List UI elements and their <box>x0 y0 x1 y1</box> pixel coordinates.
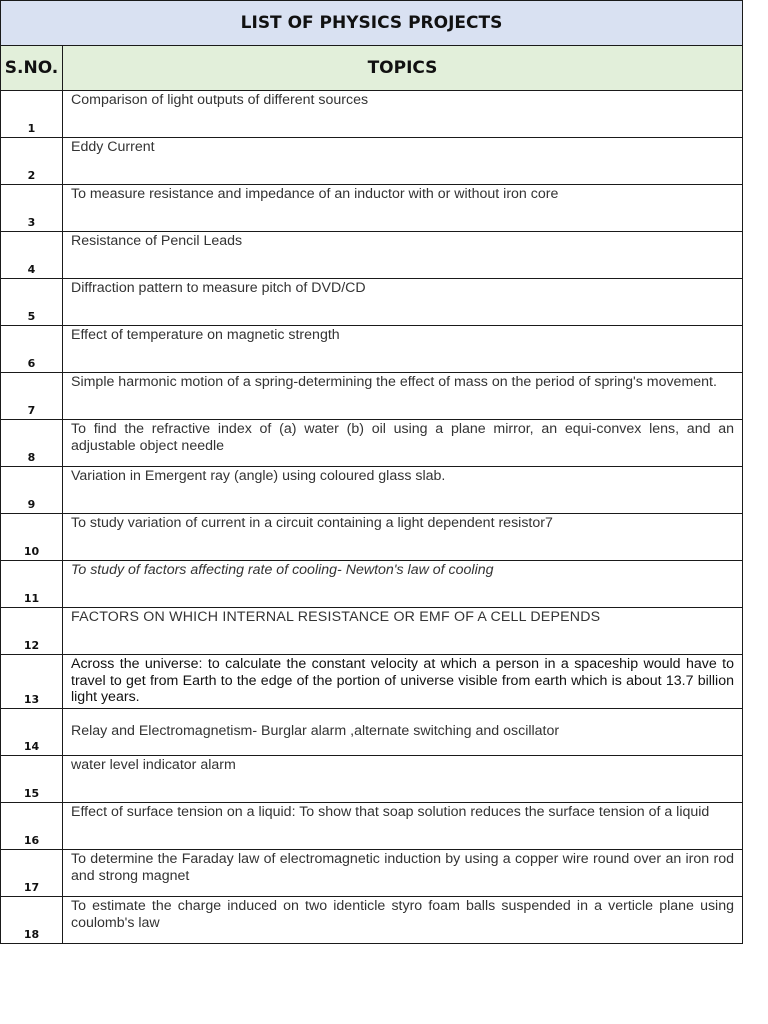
row-number: 6 <box>1 326 63 373</box>
table-row <box>1 514 743 561</box>
row-number: 17 <box>1 850 63 897</box>
table-row <box>1 91 743 138</box>
row-number: 8 <box>1 420 63 467</box>
row-topic: Eddy Current <box>63 138 743 185</box>
header-row <box>1 46 743 91</box>
row-topic: water level indicator alarm <box>63 756 743 803</box>
sno-header: S.NO. <box>1 46 63 91</box>
row-topic: Effect of temperature on magnetic strength <box>63 326 743 373</box>
table-row <box>1 897 743 944</box>
table-row <box>1 608 743 655</box>
row-number: 9 <box>1 467 63 514</box>
row-topic: Variation in Emergent ray (angle) using coloured glass slab. <box>63 467 743 514</box>
table-row <box>1 756 743 803</box>
row-topic: Effect of surface tension on a liquid: To show that soap solution reduces the surface tension of a liquid <box>63 803 743 850</box>
row-number: 1 <box>1 91 63 138</box>
row-number: 16 <box>1 803 63 850</box>
row-topic: Relay and Electromagnetism- Burglar alarm ,alternate switching and oscillator <box>63 709 743 756</box>
row-number: 15 <box>1 756 63 803</box>
table-row <box>1 561 743 608</box>
row-topic: Comparison of light outputs of different sources <box>63 91 743 138</box>
table-row <box>1 850 743 897</box>
table-row <box>1 232 743 279</box>
row-number: 2 <box>1 138 63 185</box>
row-number: 10 <box>1 514 63 561</box>
table-title: LIST OF PHYSICS PROJECTS <box>1 1 743 46</box>
row-topic: Resistance of Pencil Leads <box>63 232 743 279</box>
row-topic: To determine the Faraday law of electromagnetic induction by using a copper wire round over an iron rod and strong magnet <box>63 850 743 897</box>
table-row <box>1 279 743 326</box>
row-number: 4 <box>1 232 63 279</box>
table-row <box>1 467 743 514</box>
row-number: 13 <box>1 655 63 709</box>
row-topic: To measure resistance and impedance of an inductor with or without iron core <box>63 185 743 232</box>
table-row <box>1 803 743 850</box>
row-number: 11 <box>1 561 63 608</box>
row-topic: Simple harmonic motion of a spring-determining the effect of mass on the period of spring's movement. <box>63 373 743 420</box>
table-row <box>1 709 743 756</box>
row-topic: Diffraction pattern to measure pitch of DVD/CD <box>63 279 743 326</box>
row-topic: Across the universe: to calculate the constant velocity at which a person in a spaceship would have to travel to get from Earth to the edge of the portion of universe visible from earth which is about 13.7 billion light years. <box>63 655 743 709</box>
table-row <box>1 185 743 232</box>
row-topic: To estimate the charge induced on two identicle styro foam balls suspended in a verticle plane using coulomb's law <box>63 897 743 944</box>
row-topic: FACTORS ON WHICH INTERNAL RESISTANCE OR EMF OF A CELL DEPENDS <box>63 608 743 655</box>
table-row <box>1 373 743 420</box>
title-row <box>1 1 743 46</box>
row-number: 14 <box>1 709 63 756</box>
row-topic: To study variation of current in a circuit containing a light dependent resistor7 <box>63 514 743 561</box>
table-row <box>1 420 743 467</box>
row-number: 12 <box>1 608 63 655</box>
topics-header: TOPICS <box>63 46 743 91</box>
row-number: 5 <box>1 279 63 326</box>
row-number: 18 <box>1 897 63 944</box>
row-topic: To find the refractive index of (a) water (b) oil using a plane mirror, an equi-convex lens, and an adjustable object needle <box>63 420 743 467</box>
table-row <box>1 326 743 373</box>
row-number: 7 <box>1 373 63 420</box>
row-number: 3 <box>1 185 63 232</box>
table-row <box>1 138 743 185</box>
row-topic: To study of factors affecting rate of cooling- Newton's law of cooling <box>63 561 743 608</box>
table-row <box>1 655 743 709</box>
